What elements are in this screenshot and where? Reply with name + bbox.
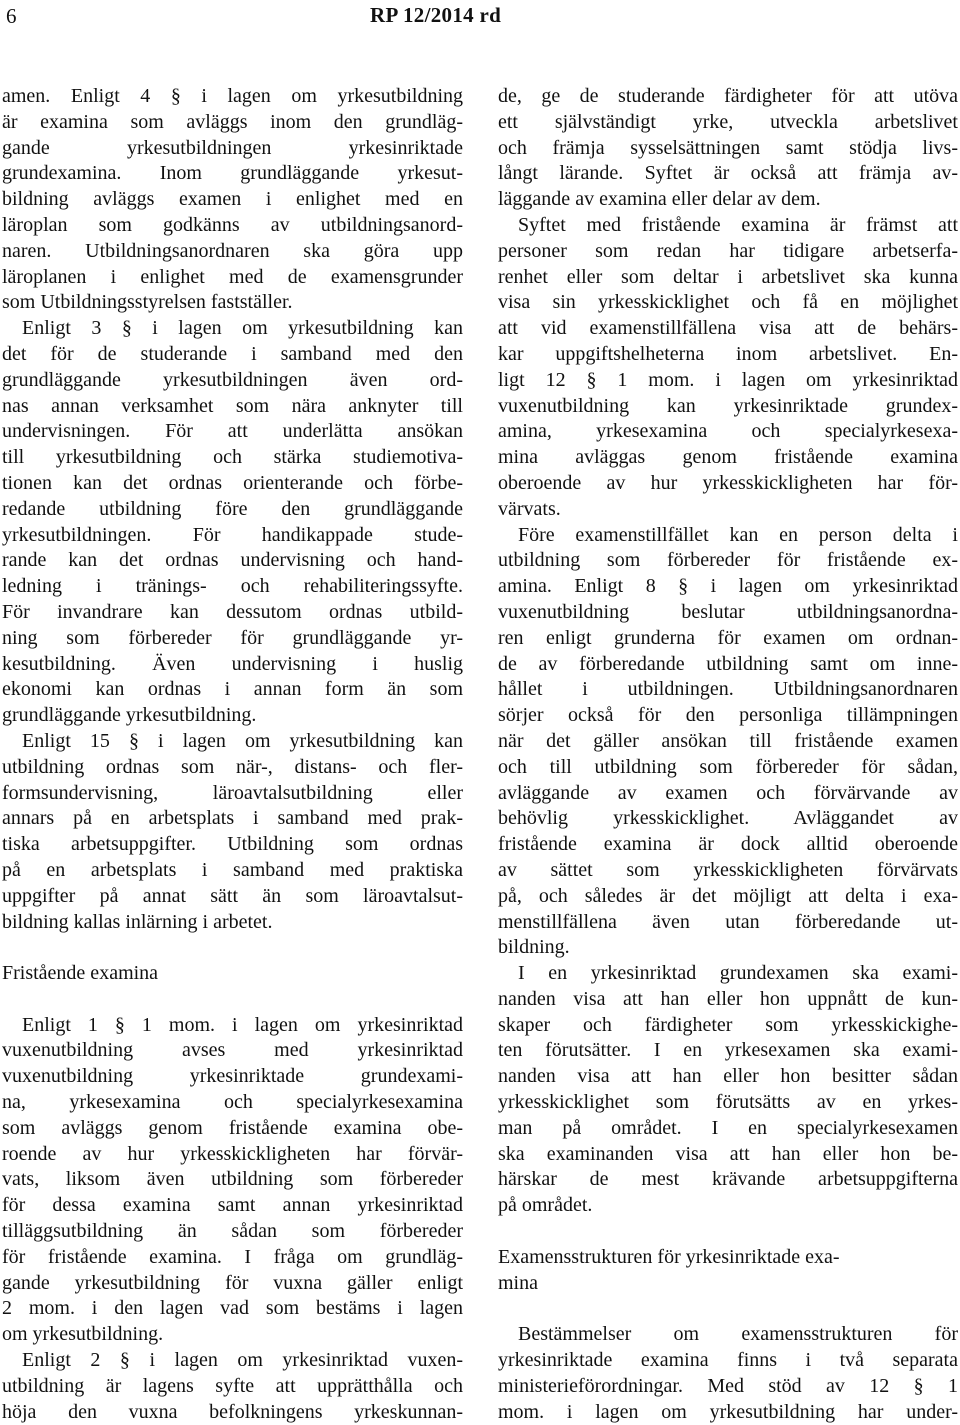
text-line: amina, yrkesexamina och specialyrkesexa-	[498, 420, 958, 443]
text-line: tionen kan det ordnas orienterande och förbe-	[2, 471, 463, 494]
text-line: yrkesinriktade examina finns i två separata	[498, 1349, 958, 1372]
text-line: höja den vuxna befolkningens yrkeskunnan-	[2, 1400, 463, 1423]
text-line: ten förutsätter. I en yrkesexamen ska exami-	[498, 1039, 958, 1062]
text-line: yrkesutbildningen. För handikappade stude-	[2, 523, 463, 546]
text-line: härskar de mest krävande arbetsuppgifterna	[498, 1168, 958, 1191]
text-line: grundexamina. Inom grundläggande yrkesut-	[2, 162, 463, 185]
paragraph-gap	[498, 1296, 958, 1322]
text-line: I en yrkesinriktad grundexamen ska exami-	[518, 962, 958, 985]
text-line: gande yrkesutbildning för vuxna gäller enligt	[2, 1271, 463, 1294]
text-line: ekonomi kan ordnas i annan form än som	[2, 678, 463, 701]
text-line: avläggande av examen och förvärvande av	[498, 781, 958, 804]
text-line: bildning kallas inlärning i arbetet.	[2, 910, 273, 933]
text-line: Enligt 2 § i lagen om yrkesinriktad vuxen-	[22, 1349, 463, 1372]
text-line: Enligt 15 § i lagen om yrkesutbildning kan	[22, 729, 463, 752]
text-line: formsundervisning, läroavtalsutbildning eller	[2, 781, 463, 804]
text-line: värvats.	[498, 497, 561, 520]
text-line: utbildning ordnas som när-, distans- och fler-	[2, 755, 463, 778]
page-number: 6	[6, 4, 17, 28]
text-line: som Utbildningsstyrelsen fastställer.	[2, 291, 293, 314]
text-line: renhet eller som deltar i arbetslivet ska kunna	[498, 265, 958, 288]
text-line: på, och således är det möjligt att delta i exa-	[498, 884, 958, 907]
text-line: utbildning är lagens syfte att upprätthålla och	[2, 1374, 463, 1397]
text-line: vuxenutbildning kan yrkesinriktade grundex-	[498, 394, 958, 417]
paragraph-gap	[2, 987, 463, 1013]
text-line: bildning.	[498, 936, 570, 959]
text-line: ligt 12 § 1 mom. i lagen om yrkesinriktad	[498, 368, 958, 391]
text-line: nanden visa att han eller hon besitter sådan	[498, 1065, 958, 1088]
text-line: nanden visa att han eller hon uppnått de kun-	[498, 987, 958, 1010]
text-line: man på området. I en specialyrkesexamen	[498, 1116, 958, 1139]
text-line: na, yrkesexamina och specialyrkesexamina	[2, 1091, 463, 1114]
text-line: skaper och färdigheter som yrkesskickighe-	[498, 1013, 958, 1036]
text-line: naren. Utbildningsanordnaren ska göra upp	[2, 239, 463, 262]
text-line: och till utbildning som förbereder för sådan,	[498, 755, 958, 778]
text-line: läroplanen i enlighet med de examensgrunder	[2, 265, 463, 288]
text-line: annars på en arbetsplats i samband med prak-	[2, 807, 463, 830]
text-line: ning som förbereder för grundläggande yr-	[2, 626, 463, 649]
paragraph-gap	[498, 1219, 958, 1245]
text-line: läggande av examina eller delar av dem.	[498, 188, 821, 211]
text-line: för fristående examina. I fråga om grundläg-	[2, 1245, 463, 1268]
section-heading: Examensstrukturen för yrkesinriktade exa-	[498, 1245, 840, 1268]
paragraph-gap	[2, 935, 463, 961]
text-line: ministerieförordningar. Med stöd av 12 § 1	[498, 1374, 958, 1397]
text-line: rande kan det ordnas undervisning och hand-	[2, 549, 463, 572]
right-column	[498, 84, 958, 1425]
left-column	[2, 84, 463, 1425]
text-line: långt lärande. Syftet är också att främja av-	[498, 162, 958, 185]
section-heading: Fristående examina	[2, 962, 159, 985]
text-line: det för de studerande i samband med den	[2, 342, 463, 365]
text-line: amen. Enligt 4 § i lagen om yrkesutbildning	[2, 85, 463, 107]
text-line: nas annan verksamhet som nära anknyter till	[2, 394, 463, 417]
text-line: om yrkesutbildning.	[2, 1323, 164, 1346]
text-line: redande utbildning före den grundläggande	[2, 497, 463, 520]
text-line: tilläggsutbildning än sådan som förbereder	[2, 1220, 463, 1243]
text-line: gande yrkesutbildningen yrkesinriktade	[2, 136, 463, 159]
text-line: uppgifter på annat sätt än som läroavtalsut-	[2, 884, 463, 907]
text-line: behövlig yrkesskicklighet. Avläggandet av	[498, 807, 958, 830]
document-id: RP 12/2014 rd	[370, 3, 502, 27]
text-line: tiska arbetsuppgifter. Utbildning som ordnas	[2, 833, 463, 856]
text-line: oberoende av hur yrkesskickligheten har för-	[498, 471, 958, 494]
text-line: vuxenutbildning avses med yrkesinriktad	[2, 1039, 463, 1062]
text-line: Bestämmelser om examensstrukturen för	[518, 1323, 958, 1346]
text-line: grundläggande yrkesutbildning.	[2, 704, 257, 727]
text-line: roende av hur yrkesskickligheten har förvär-	[2, 1142, 463, 1165]
text-line: kesutbildning. Även undervisning i huslig	[2, 652, 463, 675]
text-line: till yrkesutbildning och stärka studiemotiva-	[2, 446, 463, 469]
text-line: att vid examenstillfällena visa att de behärs-	[498, 317, 958, 340]
text-line: vuxenutbildning beslutar utbildningsanordna-	[498, 600, 958, 623]
text-line: är examina som avläggs inom den grundläg-	[2, 110, 463, 133]
text-line: 2 mom. i den lagen vad som bestäms i lagen	[2, 1297, 463, 1320]
text-line: bildning avläggs examen i enlighet med en	[2, 188, 463, 211]
text-line: sörjer också för den personliga tillämpningen	[498, 704, 958, 727]
text-line: som avläggs genom fristående examina obe-	[2, 1116, 463, 1139]
text-line: av sättet som yrkesskickligheten förvärvats	[498, 858, 958, 881]
text-line: utbildning som förbereder för fristående ex-	[498, 549, 958, 572]
text-line: de av förberedande utbildning samt om inne-	[498, 652, 958, 675]
text-line: yrkesskicklighet som förutsätts av en yrkes-	[498, 1091, 958, 1114]
text-line: ren enligt grunderna för examen om ordnan-	[498, 626, 958, 649]
text-line: Före examenstillfället kan en person delta i	[518, 523, 958, 546]
text-line: vuxenutbildning yrkesinriktade grundexami-	[2, 1065, 463, 1088]
text-line: visa sin yrkesskicklighet och få en möjlighet	[498, 291, 958, 314]
text-line: fristående examina är dock alltid oberoende	[498, 833, 958, 856]
text-line: För invandrare kan dessutom ordnas utbild-	[2, 600, 463, 623]
text-line: mina avläggas genom fristående examina	[498, 446, 958, 469]
text-line: ska examinanden visa att han eller hon be-	[498, 1142, 958, 1165]
text-line: de, ge de studerande färdigheter för att utöva	[498, 85, 958, 107]
text-line: ledning i tränings- och rehabiliteringssyfte.	[2, 575, 463, 598]
text-line: läroplan som godkänns av utbildningsanord-	[2, 213, 463, 236]
text-line: ett självständigt yrke, utveckla arbetslivet	[498, 110, 958, 133]
text-line: Enligt 3 § i lagen om yrkesutbildning kan	[22, 317, 463, 340]
text-line: menstillfällena även utan förberedande ut-	[498, 910, 958, 933]
text-line: för dessa examina samt annan yrkesinriktad	[2, 1194, 463, 1217]
text-line: hållet i utbildningen. Utbildningsanordnaren	[498, 678, 958, 701]
text-line: mom. i lagen om yrkesutbildning har under-	[498, 1400, 958, 1423]
text-line: grundläggande yrkesutbildningen även ord-	[2, 368, 463, 391]
section-heading: mina	[498, 1271, 538, 1294]
text-line: personer som redan har tidigare arbetserfa-	[498, 239, 958, 262]
text-line: amina. Enligt 8 § i lagen om yrkesinriktad	[498, 575, 958, 598]
text-line: kar uppgiftshelheterna inom arbetslivet. En-	[498, 342, 958, 365]
text-line: på området.	[498, 1194, 593, 1217]
text-line: undervisningen. För att underlätta ansökan	[2, 420, 463, 443]
text-line: när det gäller ansökan till fristående examen	[498, 729, 958, 752]
text-line: och främja sysselsättningen samt stödja livs-	[498, 136, 958, 159]
page-header	[0, 0, 960, 38]
text-line: Syftet med fristående examina är främst att	[518, 213, 958, 236]
text-line: Enligt 1 § 1 mom. i lagen om yrkesinriktad	[22, 1013, 463, 1036]
text-line: på en arbetsplats i samband med praktiska	[2, 858, 463, 881]
text-line: vats, liksom även utbildning som förbereder	[2, 1168, 463, 1191]
